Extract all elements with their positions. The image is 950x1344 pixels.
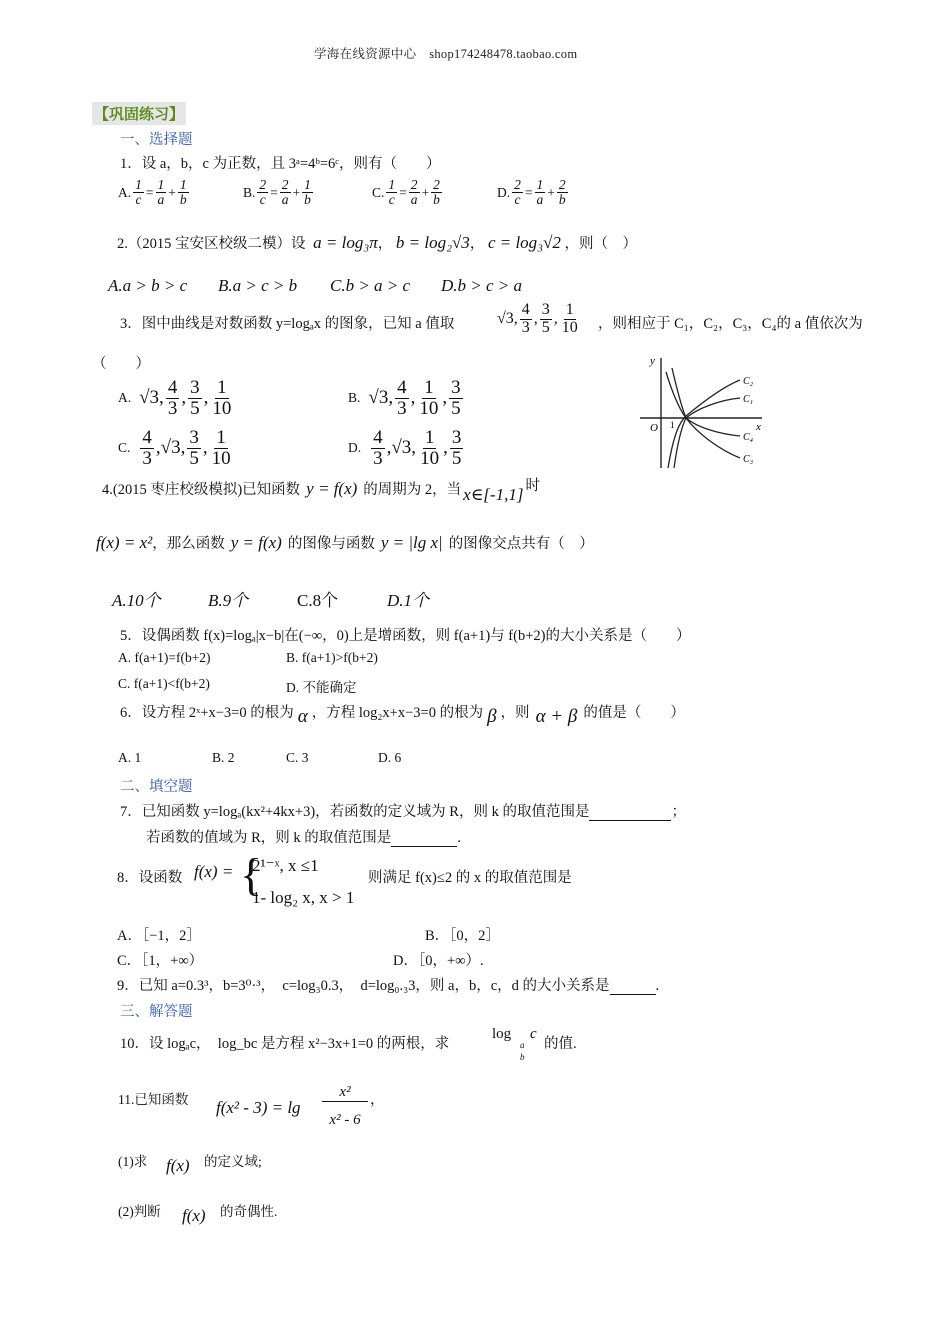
q3-stem: 3．图中曲线是对数函数 y=logₐx 的图象，已知 a 值取 (120, 316, 455, 332)
q3-v3-n: 3 (541, 301, 550, 318)
q2-option-d: D.b > c > a (441, 276, 523, 295)
q3-option-c-label: C. (118, 440, 131, 456)
q5-option-c: C. f(a+1)<f(b+2) (118, 676, 210, 691)
q11-p1-a: (1)求 (118, 1154, 148, 1169)
q9-end: . (655, 978, 660, 994)
q1a-n1: 1 (135, 177, 142, 192)
q11-den: x² - 6 (329, 1112, 361, 1128)
q1a-d2: a (157, 192, 165, 208)
q1a-n3: 1 (179, 177, 187, 192)
q9-blank[interactable] (610, 980, 656, 995)
graph-c4-label: C₄ (743, 432, 754, 443)
q1c-d3: b (433, 192, 440, 208)
graph-x-label: x (756, 421, 761, 433)
q1b-n2: 2 (281, 177, 289, 192)
q2-option-b: B.a > c > b (218, 276, 298, 295)
q1b-n3: 1 (304, 177, 311, 192)
q9-text: 9．已知 a=0.3³，b=3⁰·³， c=log₃0.3， d=log₀.₃3，则 a，b，c，d 的大小关系是 (117, 978, 610, 994)
q11-p1-b: 的定义域; (204, 1154, 262, 1169)
q6-option-d: D. 6 (378, 750, 402, 765)
q1d-d3: b (558, 192, 566, 208)
q10-text: 10．设 logₐc， log_bc 是方程 x²−3x+1=0 的两根，求 (120, 1036, 450, 1052)
q3-v4-n: 1 (565, 301, 574, 318)
q2-option-a: A.a > b > c (108, 276, 188, 295)
q4-line2 (96, 532, 594, 553)
q8-tail: 则满足 f(x)≤2 的 x 的取值范围是 (368, 870, 572, 886)
q2-stem: 2.（2015 宝安区校级二模）设 a = log₃π， b = log₂√3， c = log₃√2 ，则（ ） (117, 233, 638, 252)
q4-line2a: ，那么函数 (152, 536, 225, 552)
q4-time: 时 (525, 478, 540, 494)
q7-end2: . (457, 830, 461, 846)
q9-line (117, 974, 659, 995)
q8-option-b: B．［0，2］ (425, 928, 500, 944)
graph-c2-label: C₂ (743, 376, 754, 387)
q3-v3-d: 5 (541, 318, 550, 336)
q1c-d1: c (388, 192, 395, 208)
q2-a: a = log₃π (313, 233, 378, 252)
q2-option-c: C.b > a > c (330, 276, 411, 295)
q11-p2-a: (2)判断 (118, 1204, 161, 1219)
graph-c1-label: C₁ (743, 394, 754, 405)
q6-sum: α + β (535, 706, 578, 727)
q4-domain: x∈[-1,1] (463, 484, 524, 504)
section-fill-heading: 二、填空题 (120, 779, 193, 795)
q3-option-a: A. √3, $\frac{4}{3}$ , $\frac{3}{5}$ , $\frac{1}{10}$ (118, 377, 232, 419)
q10-sub-b: b (520, 1052, 525, 1062)
section-answer-heading: 三、解答题 (120, 1004, 193, 1020)
q6-stem (120, 700, 685, 727)
q3a-v1: √3, (139, 387, 164, 409)
q3-option-c: C. $\frac{4}{3}$ , √3, $\frac{3}{5}$ , $\frac{1}{10}$ (118, 427, 231, 469)
q2-b: b = log₂√3 (395, 233, 470, 252)
q4-g: y = |lg x| (380, 532, 443, 552)
q3-v4-d: 10 (561, 318, 578, 336)
q1-option-a-label: A. (118, 184, 132, 200)
q3-values: √3 , $\frac{4}{3}$ , $\frac{3}{5}$ , $\frac{1}{10}$ (497, 301, 578, 336)
q4-line1 (102, 478, 540, 504)
q1a-d1: c (135, 192, 142, 208)
q7-end1: ； (671, 804, 686, 820)
q8-stem: 8．设函数 (117, 870, 183, 886)
q4-line2b: 的图像与函数 (287, 536, 375, 552)
q8-case1: 2¹⁻ˣ, x ≤1 (252, 856, 319, 875)
q1d-d2: a (536, 192, 544, 208)
q6-option-c: C. 3 (286, 750, 309, 765)
q2-c: c = log₃√2 (487, 233, 561, 252)
q1-option-a: A. $\frac{1}{c}$ = $\frac{1}{a}$ + $\frac{1}{b}$ (118, 177, 187, 208)
q7-line1-text: 7．已知函数 y=logₐ(kx²+4kx+3)，若函数的定义域为 R，则 k 的取值范围是 (120, 804, 590, 820)
q8-fx: f(x) = (194, 862, 234, 881)
q3-log-graph (636, 350, 772, 474)
q7-line1 (120, 800, 686, 821)
q8-option-c: C．［1，+∞） (117, 953, 204, 969)
q1-option-d: D. $\frac{2}{c}$ = $\frac{1}{a}$ + $\frac{2}{b}$ (497, 177, 566, 208)
q5-option-b: B. f(a+1)>f(b+2) (286, 650, 378, 665)
q2-tail: ，则（ ） (564, 236, 638, 252)
q8-option-a: A．［−1，2］ (117, 928, 201, 944)
q3-v2-d: 3 (521, 318, 530, 336)
q3-tail: ，则相应于 C₁，C₂，C₃，C₄的 a 值依次为 (598, 316, 863, 332)
q5-option-d: D. 不能确定 (286, 680, 357, 695)
q6-stem-text: 6．设方程 2ˣ+x−3=0 的根为 (120, 704, 294, 721)
q1b-d1: c (259, 192, 266, 208)
graph-y-label: y (650, 355, 655, 367)
q7-line2-text: 若函数的值域为 R，则 k 的取值范围是 (146, 830, 392, 846)
q4-f1: y = f(x) (306, 478, 358, 498)
q1a-n2: 1 (157, 177, 165, 192)
q3-option-d: D. $\frac{4}{3}$ , √3, $\frac{1}{10}$ , $\frac{3}{5}$ (348, 427, 462, 469)
section-choice-heading: 一、选择题 (120, 132, 193, 148)
q2-stem-text: 2.（2015 宝安区校级二模）设 (117, 236, 306, 252)
q6-alpha: α (297, 706, 308, 727)
q1d-n2: 1 (536, 177, 544, 192)
q3-paren: （ ） (92, 356, 150, 372)
q1-option-c-label: C. (372, 184, 385, 200)
q6-mid: ，方程 log₂x+x−3=0 的根为 (311, 704, 484, 721)
q3-option-b: B. √3, $\frac{4}{3}$ , $\frac{1}{10}$ , $\frac{3}{5}$ (348, 377, 461, 419)
graph-origin-label: O (650, 422, 658, 434)
q7-blank1[interactable] (589, 806, 671, 821)
graph-c3-label: C₃ (743, 454, 754, 465)
q11-p2-b: 的奇偶性. (220, 1204, 278, 1219)
q4-fx: f(x) = x² (96, 532, 153, 552)
q11-comma: ， (370, 1092, 385, 1108)
q3-option-b-label: B. (348, 390, 361, 406)
q1c-n2: 2 (410, 177, 418, 192)
q10-sub-a: a (520, 1040, 525, 1050)
q4-line2c: 的图像交点共有（ ） (448, 536, 594, 552)
q4-stem: 4.(2015 枣庄校级模拟)已知函数 (102, 482, 301, 498)
q3-v2-n: 4 (521, 301, 530, 318)
q8-brace: { (240, 849, 263, 900)
section-title: 【巩固练习】 (92, 102, 186, 125)
q1-option-b-label: B. (243, 184, 256, 200)
q11-p2-f: f(x) (182, 1206, 206, 1225)
q6-option-a: A. 1 (118, 750, 142, 765)
q1-stem: 1．设 a，b，c 为正数，且 3ᵃ=4ᵇ=6ᶜ，则有（ ） (120, 156, 441, 172)
q5-stem: 5．设偶函数 f(x)=logₐ|x−b|在(−∞，0)上是增函数，则 f(a+1)与 f(b+2)的大小关系是（ ） (120, 628, 691, 644)
q1b-n1: 2 (259, 177, 267, 192)
q6-tail: 的值是（ ） (583, 704, 685, 721)
graph-curve-c4 (666, 372, 740, 436)
q3-sqrt3: √3 (497, 310, 514, 328)
q7-line2 (146, 826, 461, 847)
q3-option-a-label: A. (118, 390, 132, 406)
q1d-d1: c (514, 192, 521, 208)
q3-option-d-label: D. (348, 440, 362, 456)
q1d-n1: 2 (514, 177, 521, 192)
q11-p1-f: f(x) (166, 1156, 190, 1175)
q10-tail: 的值. (544, 1036, 577, 1052)
q8-option-d: D．［0，+∞）. (393, 953, 484, 969)
q1-option-d-label: D. (497, 184, 511, 200)
q6-option-b: B. 2 (212, 750, 235, 765)
q1b-d3: b (304, 192, 311, 208)
q5-option-a: A. f(a+1)=f(b+2) (118, 650, 211, 665)
q4-option-d: D.1个 (387, 591, 430, 610)
q6-then: ，则 (500, 704, 530, 721)
q4-option-c: C.8个 (297, 591, 339, 610)
graph-one-label: 1 (670, 420, 675, 430)
q11-lhs: f(x² - 3) = lg (216, 1098, 301, 1117)
q11-num: x² (322, 1084, 368, 1102)
q11-stem: 11.已知函数 (118, 1092, 189, 1107)
graph-curve-c1 (674, 398, 740, 468)
q1c-n3: 2 (433, 177, 440, 192)
q1c-d2: a (410, 192, 418, 208)
q1-option-c: C. $\frac{1}{c}$ = $\frac{2}{a}$ + $\frac{2}{b}$ (372, 177, 440, 208)
q8-case2: 1- log₂ x, x > 1 (252, 888, 355, 907)
q1b-d2: a (281, 192, 289, 208)
q4-mid: 的周期为 2，当 (363, 482, 462, 498)
q10-c: c (530, 1026, 537, 1042)
q4-option-a: A.10个 (112, 591, 161, 610)
q1a-d3: b (179, 192, 187, 208)
q1c-n1: 1 (388, 177, 396, 192)
q6-beta: β (487, 706, 497, 727)
q1d-n3: 2 (558, 177, 566, 192)
q4-f2: y = f(x) (230, 532, 282, 552)
q7-blank2[interactable] (391, 832, 457, 847)
q10-log: log (492, 1026, 512, 1042)
q4-option-b: B.9个 (208, 591, 249, 610)
q1-option-b: B. $\frac{2}{c}$ = $\frac{2}{a}$ + $\frac{1}{b}$ (243, 177, 311, 208)
page-header: 学海在线资源中心 shop174248478.taobao.com (314, 47, 578, 61)
